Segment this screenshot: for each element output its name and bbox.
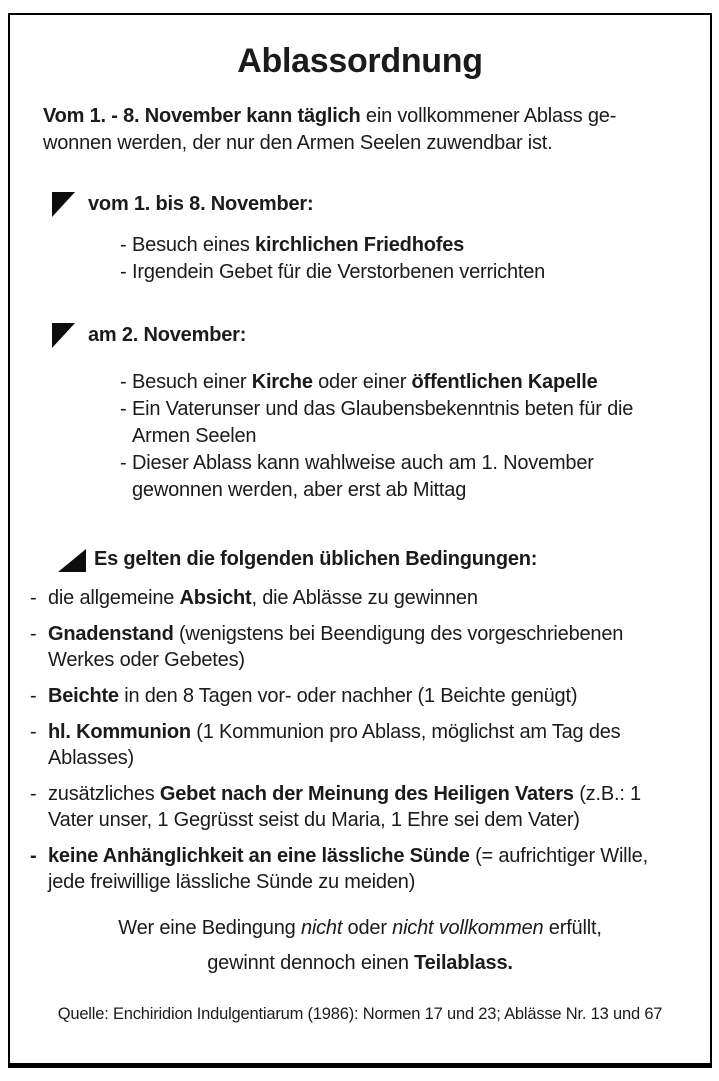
condition-text: Gnadenstand (wenigstens bei Beendigung des vorgeschriebenen Werkes oder Gebetes) — [48, 623, 624, 671]
flag-triangle-icon — [52, 323, 75, 348]
condition-item — [30, 843, 690, 895]
bullet-dash: - — [30, 623, 37, 645]
condition-text: Beichte in den 8 Tagen vor- oder nachher (1 Beichte genügt) — [48, 685, 578, 707]
bullet-dash: - — [30, 783, 37, 805]
bullet-dash: - — [120, 398, 127, 420]
bullet-text: Besuch eines kirchlichen Friedhofes — [132, 234, 465, 256]
condition-item — [30, 781, 690, 833]
bullet-dash: - — [30, 721, 37, 743]
section-heading-text: am 2. November: — [88, 324, 247, 346]
conditions-heading — [58, 546, 690, 573]
corner-triangle-icon — [58, 549, 86, 572]
document-border-frame — [8, 13, 712, 1068]
condition-item — [30, 621, 690, 673]
bullet-dash: - — [120, 261, 127, 283]
condition-text: zusätzliches Gebet nach der Meinung des Heiligen Vaters (z.B.: 1 Vater unser, 1 Gegrüsst seist du Maria, 1 Ehre sei dem Vater) — [48, 783, 641, 831]
section-heading-nov2 — [52, 322, 690, 349]
bullet-text: Irgendein Gebet für die Verstorbenen verrichten — [132, 261, 546, 283]
bullet-dash: - — [30, 685, 37, 707]
condition-text: hl. Kommunion (1 Kommunion pro Ablass, möglichst am Tag des Ablasses) — [48, 721, 621, 769]
bullet-dash: - — [120, 452, 127, 474]
document-title: Ablassordnung — [237, 42, 483, 80]
bullet-dash: - — [120, 234, 127, 256]
bullet-text: Besuch einer Kirche oder einer öffentlichen Kapelle — [132, 371, 598, 393]
section-nov2-bullets — [120, 369, 690, 504]
condition-item — [30, 719, 690, 771]
condition-text: die allgemeine Absicht, die Ablässe zu gewinnen — [48, 587, 478, 609]
conclusion-paragraph: Wer eine Bedingung nicht oder nicht vollkommen erfüllt, gewinnt dennoch einen Teilablass. — [118, 917, 602, 974]
bullet-text: Ein Vaterunser und das Glaubensbekenntnis beten für die Armen Seelen — [132, 398, 634, 447]
list-item — [120, 232, 690, 259]
condition-text: keine Anhänglichkeit an eine lässliche Sünde (= aufrichtiger Wille, jede freiwillige lässliche Sünde zu meiden) — [48, 845, 648, 893]
conditions-list — [30, 585, 690, 895]
list-item — [120, 369, 690, 396]
section-heading-text: Es gelten die folgenden üblichen Bedingungen: — [94, 548, 538, 570]
bullet-text: Dieser Ablass kann wahlweise auch am 1. November gewonnen werden, aber erst ab Mittag — [132, 452, 594, 501]
section-heading-nov1to8 — [52, 191, 690, 218]
intro-paragraph: Vom 1. - 8. November kann täglich ein vollkommener Ablass ge- wonnen werden, der nur den Armen Seelen zuwendbar ist. — [43, 105, 617, 154]
section-heading-text: vom 1. bis 8. November: — [88, 193, 314, 215]
condition-item — [30, 585, 690, 611]
condition-item — [30, 683, 690, 709]
list-item — [120, 396, 690, 450]
list-item — [120, 450, 690, 504]
flag-triangle-icon — [52, 192, 75, 217]
source-citation: Quelle: Enchiridion Indulgentiarum (1986): Normen 17 und 23; Ablässe Nr. 13 und 67 — [57, 1005, 663, 1023]
bullet-dash: - — [30, 845, 37, 867]
bullet-dash: - — [120, 371, 127, 393]
bullet-dash: - — [30, 587, 37, 609]
list-item — [120, 259, 690, 286]
section-nov1to8-bullets — [120, 232, 690, 286]
